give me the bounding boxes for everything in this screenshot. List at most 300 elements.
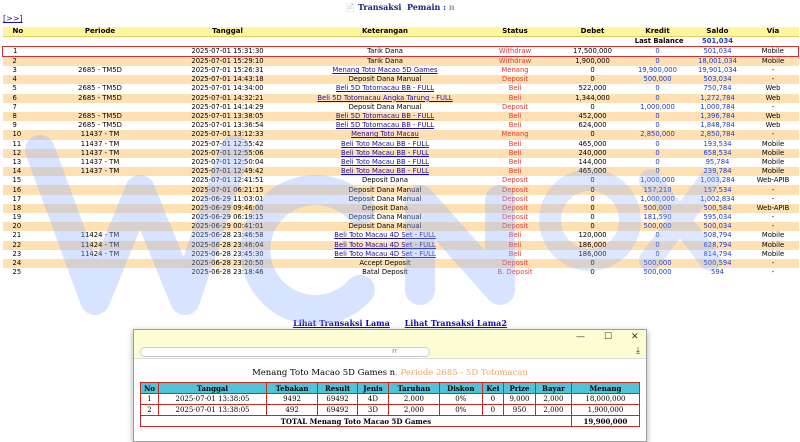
cell-status: Deposit — [473, 176, 558, 185]
cell-kredit: 0 — [628, 149, 688, 158]
cell-no: 17 — [3, 195, 43, 204]
pcol-tebakan: Tebakan — [267, 383, 318, 394]
cell-debet: 240,000 — [558, 149, 628, 158]
table-row — [3, 47, 799, 57]
cell-kredit: 1,000,000 — [628, 176, 688, 185]
cell-saldo: 1,000,784 — [688, 103, 748, 112]
cell-status: Beli — [473, 140, 558, 149]
pcell-tebakan: 9492 — [267, 394, 318, 405]
cell-saldo: 628,794 — [688, 241, 748, 250]
pcell-taruhan: 2,000 — [388, 405, 439, 416]
cell-status: Beli — [473, 250, 558, 259]
cell-no: 4 — [3, 75, 43, 84]
cell-keterangan: Batal Deposit — [298, 268, 473, 277]
cell-via: Mobile — [748, 250, 799, 259]
document-icon: 📄 — [345, 2, 356, 12]
cell-saldo: 503,034 — [688, 75, 748, 84]
pcell-menang: 1,900,000 — [571, 405, 639, 416]
cell-tanggal: 2025-06-28 23:18:46 — [158, 268, 298, 277]
cell-kredit: 0 — [628, 167, 688, 176]
cell-via: - — [748, 195, 799, 204]
cell-tanggal: 2025-06-28 23:46:04 — [158, 241, 298, 250]
cell-saldo: 157,534 — [688, 185, 748, 194]
cell-keterangan[interactable]: Beli Toto Macau BB - FULL — [298, 140, 473, 149]
cell-via: Mobile — [748, 231, 799, 240]
cell-keterangan[interactable]: Beli Toto Macau BB - FULL — [298, 158, 473, 167]
cell-kredit: 500,000 — [628, 259, 688, 268]
cell-status: Beli — [473, 231, 558, 240]
cell-status: Deposit — [473, 185, 558, 194]
popup-table-row — [141, 405, 640, 416]
address-input[interactable] — [140, 347, 430, 357]
pcell-tebakan: 492 — [267, 405, 318, 416]
cell-status: Deposit — [473, 204, 558, 213]
pcol-no: No — [141, 383, 159, 394]
table-row — [3, 149, 799, 158]
cell-saldo: 595,034 — [688, 213, 748, 222]
cell-kredit: 500,000 — [628, 204, 688, 213]
cell-status: Withdraw — [473, 57, 558, 67]
cell-no: 23 — [3, 250, 43, 259]
cell-kredit: 0 — [628, 140, 688, 149]
cell-keterangan: Tarik Dana — [298, 47, 473, 57]
cell-via: - — [748, 268, 799, 277]
cell-via: - — [748, 185, 799, 194]
detail-popup-window — [133, 329, 647, 442]
cell-tanggal: 2025-07-01 12:50:04 — [158, 158, 298, 167]
cell-via: - — [748, 103, 799, 112]
pcol-kei: Kei — [482, 383, 503, 394]
cell-status: Beli — [473, 94, 558, 103]
cell-tanggal: 2025-07-01 12:55:06 — [158, 149, 298, 158]
cell-kredit: 0 — [628, 57, 688, 67]
cell-tanggal: 2025-06-28 23:45:30 — [158, 250, 298, 259]
cell-kredit: 0 — [628, 94, 688, 103]
table-row — [3, 259, 799, 268]
cell-periode: 2685 - TM5D — [43, 121, 158, 130]
cell-periode: 11437 - TM — [43, 140, 158, 149]
cell-tanggal: 2025-07-01 13:36:54 — [158, 121, 298, 130]
cell-keterangan[interactable]: Beli Toto Macau BB - FULL — [298, 167, 473, 176]
table-row — [3, 231, 799, 240]
cell-via: Mobile — [748, 140, 799, 149]
win-detail-table — [140, 382, 640, 427]
cell-debet: 0 — [558, 103, 628, 112]
cell-keterangan[interactable]: Beli Toto Macau 4D Set - FULL — [298, 231, 473, 240]
cell-saldo: 508,794 — [688, 231, 748, 240]
cell-debet: 0 — [558, 130, 628, 139]
cell-debet: 0 — [558, 268, 628, 277]
cell-tanggal: 2025-07-01 13:38:05 — [158, 112, 298, 121]
cell-no: 22 — [3, 241, 43, 250]
cell-no: 13 — [3, 158, 43, 167]
cell-status: Beli — [473, 158, 558, 167]
pcell-result: 69492 — [318, 405, 358, 416]
table-row — [3, 222, 799, 231]
table-row — [3, 66, 799, 75]
cell-keterangan: Deposit Dana Manual — [298, 75, 473, 84]
popup-total-row — [141, 416, 640, 427]
cell-kredit: 0 — [628, 241, 688, 250]
cell-keterangan[interactable]: Beli 5D Totomacau BB - FULL — [298, 121, 473, 130]
cell-debet: 0 — [558, 75, 628, 84]
cell-via: - — [748, 130, 799, 139]
cell-debet: 465,000 — [558, 140, 628, 149]
table-row — [3, 57, 799, 67]
cell-debet: 0 — [558, 185, 628, 194]
col-tanggal: Tanggal — [158, 27, 298, 37]
transactions-table — [2, 27, 799, 277]
table-row — [3, 112, 799, 121]
cell-tanggal: 2025-06-28 23:20:50 — [158, 259, 298, 268]
cell-kredit: 2,850,000 — [628, 130, 688, 139]
cell-no: 18 — [3, 204, 43, 213]
col-status: Status — [473, 27, 558, 37]
maximize-button[interactable]: ☐ — [604, 332, 613, 342]
popup-address-bar — [134, 346, 646, 359]
pcell-prize: 950 — [504, 405, 536, 416]
cell-via: Mobile — [748, 47, 799, 57]
more-link[interactable]: [>>] — [3, 14, 23, 23]
cell-tanggal: 2025-07-01 12:55:42 — [158, 140, 298, 149]
popup-table-row — [141, 394, 640, 405]
cell-status: Withdraw — [473, 47, 558, 57]
pemain-label: Pemain : — [406, 2, 447, 12]
cell-saldo: 814,794 — [688, 250, 748, 259]
col-debet: Debet — [558, 27, 628, 37]
cell-debet: 465,000 — [558, 167, 628, 176]
cell-via: - — [748, 259, 799, 268]
cell-kredit: 157,210 — [628, 185, 688, 194]
cell-kredit: 500,000 — [628, 222, 688, 231]
pcol-diskon: Diskon — [439, 383, 482, 394]
cell-saldo: 750,784 — [688, 84, 748, 93]
cell-periode — [43, 103, 158, 112]
table-row — [3, 213, 799, 222]
cell-kredit: 0 — [628, 231, 688, 240]
cell-periode — [43, 47, 158, 57]
pcell-prize: 9,000 — [504, 394, 536, 405]
pcol-jenis: Jenis — [357, 383, 388, 394]
table-row — [3, 84, 799, 93]
cell-status: Beli — [473, 149, 558, 158]
popup-total-label: TOTAL Menang Toto Macao 5D Games — [141, 416, 572, 427]
cell-saldo: 1,003,284 — [688, 176, 748, 185]
pcol-taruhan: Taruhan — [388, 383, 439, 394]
cell-status: Menang — [473, 66, 558, 75]
popup-total-value: 19,900,000 — [571, 416, 639, 427]
cell-no: 25 — [3, 268, 43, 277]
table-row — [3, 268, 799, 277]
cell-via: Mobile — [748, 57, 799, 67]
cell-keterangan[interactable]: Beli Toto Macau BB - FULL — [298, 149, 473, 158]
cell-periode: 11437 - TM — [43, 130, 158, 139]
cell-saldo: 501,034 — [688, 47, 748, 57]
cell-tanggal: 2025-06-29 11:03:01 — [158, 195, 298, 204]
cell-keterangan[interactable]: Beli 5D Totomacau Angka Tarung - FULL — [298, 94, 473, 103]
cell-kredit: 500,000 — [628, 268, 688, 277]
cell-no: 7 — [3, 103, 43, 112]
cell-tanggal: 2025-07-01 12:41:51 — [158, 176, 298, 185]
cell-periode: 11424 - TM — [43, 231, 158, 240]
cell-tanggal: 2025-06-28 23:46:58 — [158, 231, 298, 240]
pcol-bayar: Bayar — [535, 383, 571, 394]
pcell-diskon: 0% — [439, 405, 482, 416]
table-row — [3, 241, 799, 250]
cell-periode — [43, 259, 158, 268]
cell-keterangan: Deposit Dana Manual — [298, 195, 473, 204]
table-row — [3, 250, 799, 259]
popup-header-row — [141, 383, 640, 394]
cell-periode: 2685 - TM5D — [43, 66, 158, 75]
cell-saldo: 95,784 — [688, 158, 748, 167]
table-row — [3, 167, 799, 176]
cell-debet: 1,900,000 — [558, 57, 628, 67]
cell-no: 14 — [3, 167, 43, 176]
download-icon[interactable]: ⤓ — [636, 346, 640, 356]
cell-tanggal: 2025-07-01 14:14:29 — [158, 103, 298, 112]
cell-kredit: 181,590 — [628, 213, 688, 222]
cell-debet: 452,000 — [558, 112, 628, 121]
cell-via: Mobile — [748, 241, 799, 250]
cell-no: 5 — [3, 84, 43, 93]
cell-keterangan[interactable]: Menang Toto Macau — [298, 130, 473, 139]
cell-periode: 11437 - TM — [43, 149, 158, 158]
popup-titlebar — [134, 330, 646, 346]
cell-tanggal: 2025-07-01 06:21:15 — [158, 185, 298, 194]
last-balance-label: Last Balance — [628, 37, 688, 47]
cell-saldo: 1,272,784 — [688, 94, 748, 103]
cell-no: 12 — [3, 149, 43, 158]
cell-debet: 186,000 — [558, 250, 628, 259]
cell-debet: 522,000 — [558, 84, 628, 93]
table-row — [3, 140, 799, 149]
address-text: rr — [392, 347, 398, 355]
cell-debet: 1,344,000 — [558, 94, 628, 103]
cell-no: 21 — [3, 231, 43, 240]
pcol-result: Result — [318, 383, 358, 394]
table-row — [3, 185, 799, 194]
cell-debet: 144,000 — [558, 158, 628, 167]
cell-debet: 186,000 — [558, 241, 628, 250]
cell-tanggal: 2025-07-01 14:43:18 — [158, 75, 298, 84]
cell-saldo: 2,850,784 — [688, 130, 748, 139]
cell-status: Deposit — [473, 213, 558, 222]
cell-via: - — [748, 75, 799, 84]
pcell-result: 69492 — [318, 394, 358, 405]
cell-no: 10 — [3, 130, 43, 139]
old-transactions-link[interactable]: Lihat Transaksi Lama — [293, 318, 390, 328]
pcell-kei: 0 — [482, 394, 503, 405]
cell-no: 11 — [3, 140, 43, 149]
cell-periode: 2685 - TM5D — [43, 94, 158, 103]
pcell-taruhan: 2,000 — [388, 394, 439, 405]
cell-tanggal: 2025-07-01 15:29:10 — [158, 57, 298, 67]
cell-periode: 2685 - TM5D — [43, 112, 158, 121]
close-button[interactable]: ✕ — [631, 332, 639, 342]
pcell-tanggal: 2025-07-01 13:38:05 — [159, 394, 267, 405]
col-periode: Periode — [43, 27, 158, 37]
cell-periode — [43, 195, 158, 204]
cell-keterangan[interactable]: Beli 5D Totomacau BB - FULL — [298, 84, 473, 93]
cell-debet: 0 — [558, 195, 628, 204]
pcol-tanggal: Tanggal — [159, 383, 267, 394]
cell-status: Deposit — [473, 259, 558, 268]
cell-status: B. Deposit — [473, 268, 558, 277]
cell-no: 19 — [3, 213, 43, 222]
cell-tanggal: 2025-07-01 14:32:21 — [158, 94, 298, 103]
pemain-name: n — [448, 2, 455, 12]
cell-periode: 11424 - TM — [43, 241, 158, 250]
table-row — [3, 195, 799, 204]
cell-via: - — [748, 213, 799, 222]
table-row — [3, 75, 799, 84]
cell-kredit: 0 — [628, 250, 688, 259]
pcell-no: 1 — [141, 394, 159, 405]
cell-via: Mobile — [748, 167, 799, 176]
cell-keterangan: Deposit Dana Manual — [298, 103, 473, 112]
cell-periode — [43, 222, 158, 231]
table-row — [3, 121, 799, 130]
popup-heading-main: Menang Toto Macao 5D Games n — [252, 368, 396, 378]
cell-saldo: 500,594 — [688, 259, 748, 268]
cell-saldo: 500,584 — [688, 204, 748, 213]
cell-kredit: 1,000,000 — [628, 103, 688, 112]
col-via: Via — [748, 27, 799, 37]
cell-via: Web-APIB — [748, 204, 799, 213]
table-row — [3, 176, 799, 185]
cell-keterangan[interactable]: Beli Toto Macau 4D Set - FULL — [298, 250, 473, 259]
cell-debet: 0 — [558, 213, 628, 222]
cell-periode — [43, 204, 158, 213]
cell-periode — [43, 57, 158, 67]
cell-kredit: 0 — [628, 158, 688, 167]
cell-periode — [43, 268, 158, 277]
cell-status: Beli — [473, 112, 558, 121]
cell-no: 20 — [3, 222, 43, 231]
cell-no: 9 — [3, 121, 43, 130]
cell-no: 2 — [3, 57, 43, 67]
cell-keterangan[interactable]: Menang Toto Macao 5D Games — [298, 66, 473, 75]
table-header-row — [3, 27, 799, 37]
cell-debet: 0 — [558, 222, 628, 231]
cell-keterangan[interactable]: Beli Toto Macau 4D Set - FULL — [298, 241, 473, 250]
cell-debet: 0 — [558, 66, 628, 75]
cell-saldo: 1,396,784 — [688, 112, 748, 121]
cell-debet: 120,000 — [558, 231, 628, 240]
cell-via: Web — [748, 84, 799, 93]
table-row — [3, 130, 799, 139]
cell-debet: 0 — [558, 259, 628, 268]
cell-saldo: 594 — [688, 268, 748, 277]
cell-saldo: 658,534 — [688, 149, 748, 158]
cell-periode — [43, 213, 158, 222]
cell-via: - — [748, 66, 799, 75]
col-saldo: Saldo — [688, 27, 748, 37]
cell-no: 16 — [3, 185, 43, 194]
cell-saldo: 1,002,834 — [688, 195, 748, 204]
popup-heading-period: , Periode 2685 - 5D Totomacau — [395, 368, 528, 378]
cell-tanggal: 2025-07-01 15:31:30 — [158, 47, 298, 57]
page-title — [0, 2, 800, 12]
cell-debet: 624,000 — [558, 121, 628, 130]
pcell-bayar: 2,000 — [535, 394, 571, 405]
cell-periode — [43, 75, 158, 84]
pcell-jenis: 4D — [357, 394, 388, 405]
cell-no: 15 — [3, 176, 43, 185]
cell-kredit: 0 — [628, 121, 688, 130]
cell-no: 1 — [3, 47, 43, 57]
cell-kredit: 0 — [628, 84, 688, 93]
cell-status: Deposit — [473, 222, 558, 231]
pcol-prize: Prize — [504, 383, 536, 394]
cell-via: Web — [748, 94, 799, 103]
cell-status: Beli — [473, 167, 558, 176]
cell-via: Mobile — [748, 158, 799, 167]
cell-status: Menang — [473, 130, 558, 139]
pcell-no: 2 — [141, 405, 159, 416]
cell-via: Mobile — [748, 149, 799, 158]
cell-periode: 11437 - TM — [43, 167, 158, 176]
cell-debet: 0 — [558, 176, 628, 185]
cell-status: Beli — [473, 84, 558, 93]
cell-saldo: 239,784 — [688, 167, 748, 176]
cell-periode — [43, 176, 158, 185]
table-row — [3, 103, 799, 112]
footer-links — [0, 318, 800, 328]
cell-keterangan[interactable]: Beli 5D Totomacau BB - FULL — [298, 112, 473, 121]
cell-periode: 2685 - TM5D — [43, 84, 158, 93]
pcell-diskon: 0% — [439, 394, 482, 405]
cell-kredit: 19,900,000 — [628, 66, 688, 75]
cell-via: Web-APIB — [748, 176, 799, 185]
table-row — [3, 94, 799, 103]
cell-tanggal: 2025-07-01 13:12:33 — [158, 130, 298, 139]
cell-kredit: 1,000,000 — [628, 195, 688, 204]
pcell-kei: 0 — [482, 405, 503, 416]
minimize-button[interactable]: — — [576, 332, 585, 342]
cell-status: Deposit — [473, 75, 558, 84]
cell-tanggal: 2025-06-29 09:46:00 — [158, 204, 298, 213]
cell-tanggal: 2025-06-29 00:41:01 — [158, 222, 298, 231]
cell-no: 3 — [3, 66, 43, 75]
cell-periode: 11424 - TM — [43, 250, 158, 259]
cell-saldo: 1,848,784 — [688, 121, 748, 130]
cell-keterangan: Tarik Dana — [298, 57, 473, 67]
cell-saldo: 193,534 — [688, 140, 748, 149]
pcell-tanggal: 2025-07-01 13:38:05 — [159, 405, 267, 416]
table-row — [3, 204, 799, 213]
cell-status: Deposit — [473, 195, 558, 204]
cell-keterangan: Deposit Dana — [298, 176, 473, 185]
cell-tanggal: 2025-07-01 14:34:00 — [158, 84, 298, 93]
pcell-menang: 18,000,000 — [571, 394, 639, 405]
cell-saldo: 500,034 — [688, 222, 748, 231]
old-transactions-link-2[interactable]: Lihat Transaksi Lama2 — [404, 318, 507, 328]
last-balance-value: 501,034 — [688, 37, 748, 47]
cell-status: Beli — [473, 121, 558, 130]
cell-debet: 0 — [558, 204, 628, 213]
cell-status: Beli — [473, 241, 558, 250]
cell-no: 8 — [3, 112, 43, 121]
cell-tanggal: 2025-06-29 06:19:15 — [158, 213, 298, 222]
col-no: No — [3, 27, 43, 37]
last-balance-row — [3, 37, 799, 47]
cell-no: 24 — [3, 259, 43, 268]
cell-kredit: 500,000 — [628, 75, 688, 84]
cell-no: 6 — [3, 94, 43, 103]
col-keterangan: Keterangan — [298, 27, 473, 37]
